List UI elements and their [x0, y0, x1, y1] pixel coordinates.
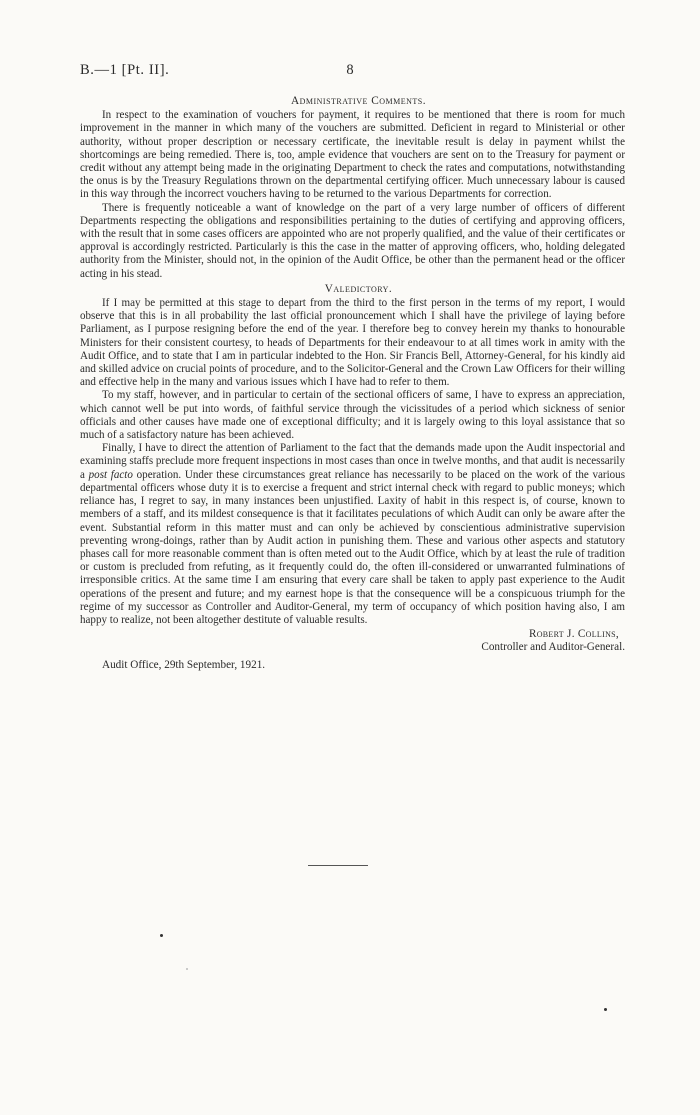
ink-speck [604, 1008, 607, 1011]
closing-rule [308, 865, 368, 866]
signatory-title: Controller and Auditor-General. [481, 641, 625, 654]
ink-speck [160, 934, 163, 937]
post-facto-phrase: post facto [88, 468, 133, 481]
section-heading-valedictory: Valedictory. [324, 282, 393, 295]
page-number: 8 [346, 62, 354, 78]
paragraph-finally [80, 442, 625, 627]
paragraph-certifying-officers: There is frequently noticeable a want of knowledge on the part of a very large number of officers of different Departments respecting the obligations and responsibilities pertaining to the duties of certifying and approving officers, with the result that in some cases officers are appointed who are not properly qualified, and the value of their certificates or approval is accordingly restricted. Particularly is this the case in the matter of approving officers, who, holding delegated authority from the Minister, should not, in the opinion of the Audit Office, be other than the permanent head or the officer acting in his stead. [80, 201, 625, 280]
paragraph-finally-part-1: Finally, I have to direct the attention of Parliament to the fact that the demands made upon the Audit inspectorial and examining staffs preclude more frequent inspections in most cases than once in twelve months, and that audit is necessarily a [80, 442, 625, 481]
paragraph-staff: To my staff, however, and in particular to certain of the sectional officers of same, I have to express an appreciation, which cannot well be put into words, of faithful service through the vicissitudes of a period which sickness of senior officials and other causes have made one of exceptional difficulty; and it is largely owing to this loyal assistance that so much of a satisfactory nature has been achieved. [80, 389, 625, 442]
paragraph-thanks: If I may be permitted at this stage to depart from the third to the first person in the terms of my report, I would observe that this is in all probability the last official pronouncement which I shall have the privilege of laying before Parliament, as I purpose resigning before the end of the year. I therefore beg to convey herein my thanks to honourable Ministers for their consistent courtesy, to heads of Departments for their endeavour to at all times work in amity with the Audit Office, and to state that I am in particular indebted to the Hon. Sir Francis Bell, Attorney-General, for his kindly aid and skilled advice on crucial points of procedure, and to the Solicitor-General and the Crown Law Officers for their willing and effective help in the many and various issues which I have had to refer to them. [80, 297, 625, 389]
paragraph-vouchers: In respect to the examination of vouchers for payment, it requires to be mentioned that there is room for much improvement in the manner in which many of the vouchers are submitted. Deficient in regard to Ministerial or other authority, without proper description or necessary certificate, the inevitable result is delay in payment whilst the shortcomings are being remedied. There is, too, ample evidence that vouchers are sent on to the Treasury for payment or credit without any attempt being made in the originating Department to check the rates and computations, notwithstanding the onus is by the Treasury Regulations thrown on the departmental certifying officer. Much unnecessary labour is caused in this way through the incorrect vouchers having to be returned to the various Departments for correction. [80, 109, 625, 201]
document-reference: B.—1 [Pt. II]. [80, 62, 170, 78]
document-body [80, 95, 625, 670]
signatory-name: Robert J. Collins, [528, 628, 619, 641]
ink-speck [186, 968, 188, 970]
section-heading-administrative-comments: Administrative Comments. [290, 95, 427, 107]
signature-block [80, 628, 625, 670]
paragraph-finally-part-2: operation. Under these circumstances great reliance has necessarily to be placed on the work of the various departmental officers whose duty it is to exercise a frequent and strict internal check with regard to public moneys; which reliance has, I regret to say, in many instances been unjustified. Laxity of habit in this respect is, of course, known to members of a staff, and its mildest consequence is that it facilitates peculations of which Audit can only be aware after the event. Substantial reform in this matter must and can only be achieved by conscientious administrative supervision preventing wrong-doings, rather than by Audit action in punishing them. These and various other aspects and statutory phases call for more reasonable comment than is often meted out to the Audit Office, which by at least the rule of tradition or custom is precluded from refuting, as it frequently could do, the often ill-considered or unwarranted fulminations of irresponsible critics. At the same time I am ensuring that every care shall be taken to apply past experience to the Audit operations of the present and future; and my earnest hope is that the consequence will be a conspicuous triumph for the regime of my successor as Controller and Auditor-General, my term of occupancy of which position having also, I am happy to realize, not been altogether destitute of valuable results. [80, 468, 626, 626]
place-and-date: Audit Office, 29th September, 1921. [102, 659, 266, 672]
